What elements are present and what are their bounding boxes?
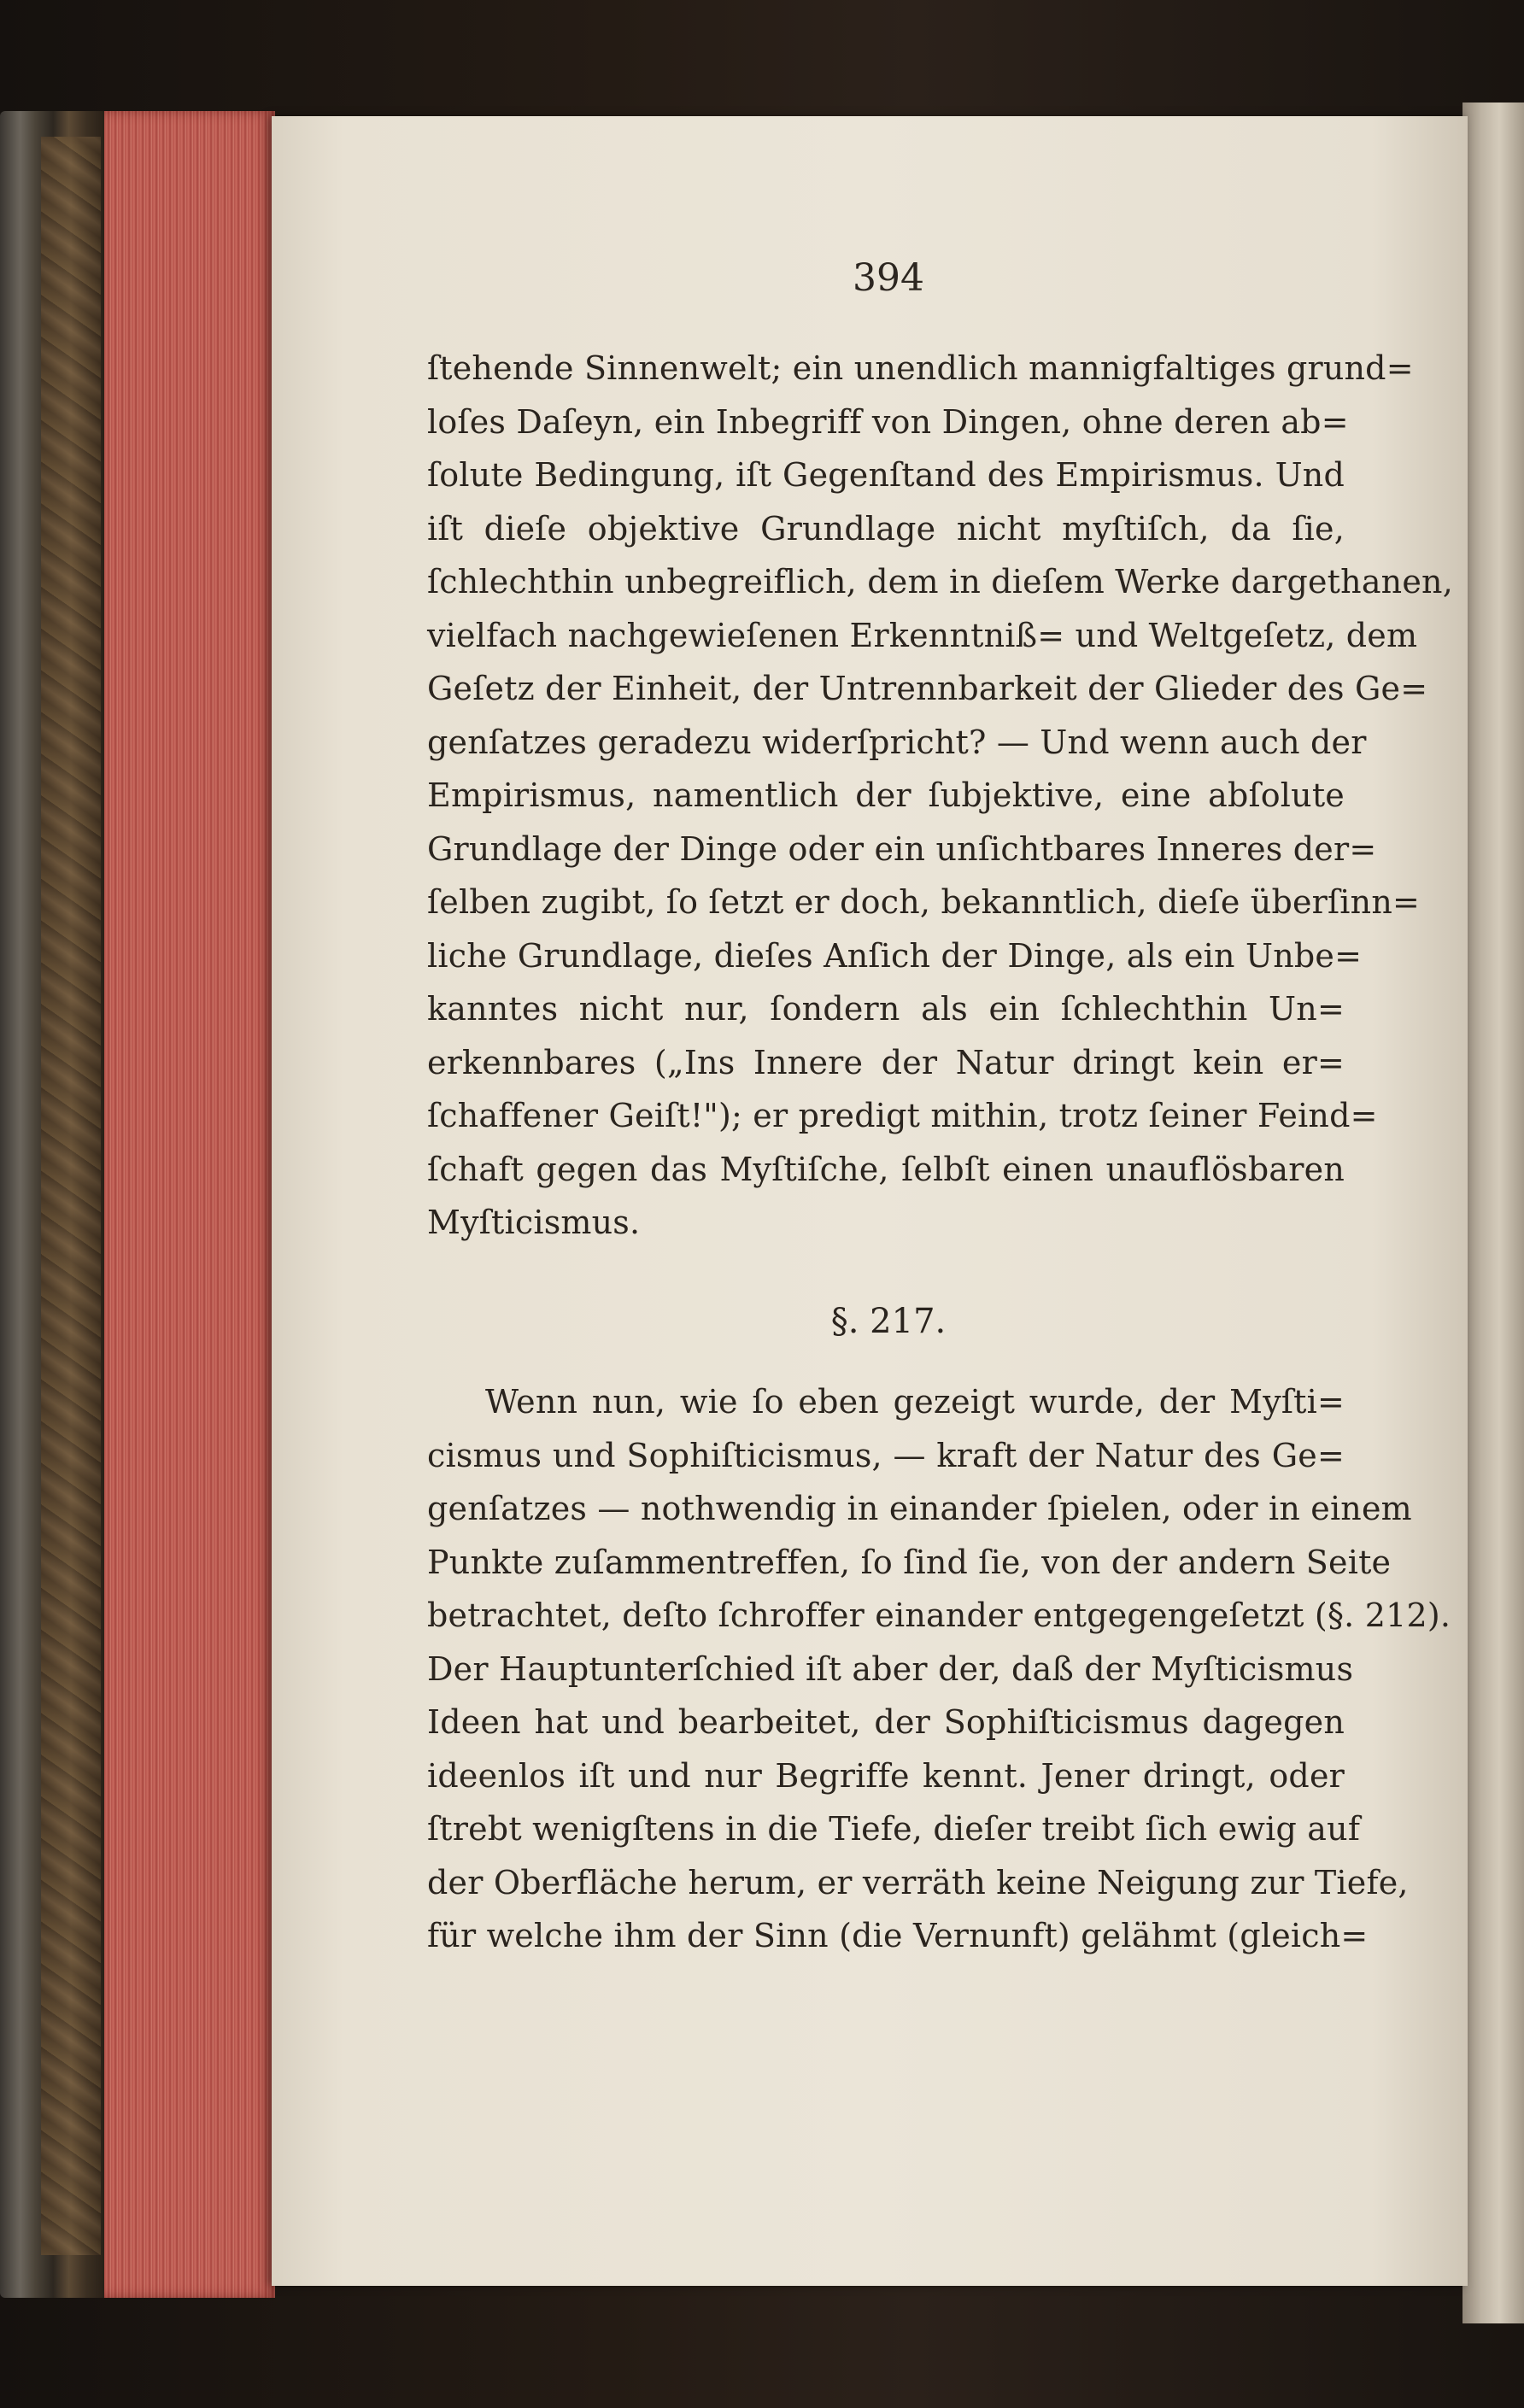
- text-line: loſes Daſeyn, ein Inbegriff von Dingen, ohne deren ab=: [427, 402, 1349, 441]
- text-line: ideenlos iſt und nur Begriffe kennt. Jener dringt, oder: [427, 1756, 1345, 1795]
- text-line: cismus und Sophiſticismus, — kraft der Natur des Ge=: [427, 1436, 1345, 1474]
- text-line: genſatzes geradezu widerſpricht? — Und wenn auch der: [427, 723, 1367, 761]
- text-line: liche Grundlage, dieſes Anſich der Dinge, als ein Unbe=: [427, 936, 1363, 975]
- text-line: der Oberfläche herum, er verräth keine Neigung zur Tiefe,: [427, 1863, 1409, 1901]
- text-line: ſolute Bedingung, iſt Gegenſtand des Empirismus. Und: [427, 456, 1345, 494]
- page-number: 394: [853, 256, 924, 300]
- text-line: erkennbares („Ins Innere der Natur dringt kein er=: [427, 1043, 1345, 1081]
- text-line: Ideen hat und bearbeitet, der Sophiſticismus dagegen: [427, 1703, 1345, 1741]
- text-line: genſatzes — nothwendig in einander ſpielen, oder in einem: [427, 1490, 1412, 1527]
- marbled-cover: [41, 137, 101, 2255]
- text-line: betrachtet, deſto ſchroffer einander entgegengeſetzt (§. 212).: [427, 1597, 1451, 1634]
- text-line: ſchaffener Geiſt!"); er predigt mithin, trotz ſeiner Feind=: [427, 1097, 1378, 1134]
- text-line: Wenn nun, wie ſo eben gezeigt wurde, der Myſti=: [485, 1383, 1345, 1421]
- text-line: ſchaft gegen das Myſtiſche, ſelbſt einen unauflösbaren: [427, 1150, 1345, 1188]
- text-line: Punkte zuſammentreffen, ſo ſind ſie, von der andern Seite: [427, 1543, 1392, 1581]
- text-line: Der Hauptunterſchied iſt aber der, daß der Myſticismus: [427, 1649, 1354, 1688]
- text-line: Myſticismus.: [427, 1204, 641, 1241]
- text-line: für welche ihm der Sinn (die Vernunft) gelähmt (gleich=: [427, 1917, 1369, 1954]
- text-line: Empirismus, namentlich der ſubjektive, eine abſolute: [427, 776, 1345, 814]
- text-line: Geſetz der Einheit, der Untrennbarkeit der Glieder des Ge=: [427, 670, 1428, 707]
- section-heading: §. 217.: [830, 1302, 947, 1341]
- facing-page-edge: [1462, 103, 1524, 2323]
- text-line: Grundlage der Dinge oder ein unſichtbares Inneres der=: [427, 829, 1377, 868]
- text-line: iſt dieſe objektive Grundlage nicht myſtiſch, da ſie,: [427, 509, 1345, 548]
- text-line: ſtrebt wenigſtens in die Tiefe, dieſer treibt ſich ewig auf: [427, 1810, 1361, 1848]
- text-line: vielfach nachgewieſenen Erkenntniß= und Weltgeſetz, dem: [427, 616, 1418, 654]
- text-line: kanntes nicht nur, ſondern als ein ſchlechthin Un=: [427, 990, 1345, 1028]
- red-page-edges: [104, 111, 275, 2298]
- text-line: ſchlechthin unbegreiflich, dem in dieſem Werke dargethanen,: [427, 563, 1453, 601]
- text-line: ſelben zugibt, ſo ſetzt er doch, bekanntlich, dieſe überſinn=: [427, 883, 1421, 921]
- text-line: ſtehende Sinnenwelt; ein unendlich mannigfaltiges grund=: [427, 349, 1414, 387]
